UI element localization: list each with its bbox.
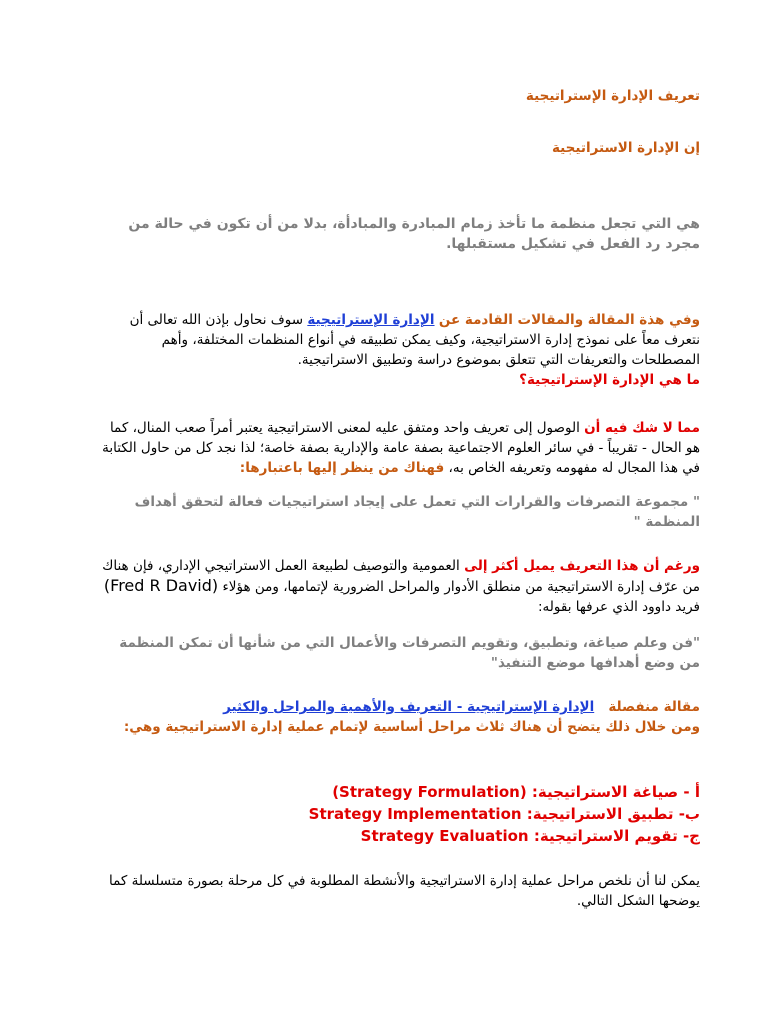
- heading-strategic-management: إن الإدارة الاستراتيجية: [551, 140, 700, 156]
- stage-implementation: [100, 803, 700, 825]
- related-article: [100, 697, 700, 717]
- intro-text: سوف نحاول بإذن الله تعالى أن نتعرف معاً على نموذج إدارة الاستراتيجية، وكيف يمكن تطبيقه في أنواع المنظمات المختلفة، وأهم المصطلحات والتعريفات التي تتعلق بموضوع دراسة وتطبيق الاستراتيجية.: [129, 312, 700, 368]
- heading-definition: تعريف الإدارة الإستراتيجية: [525, 88, 700, 104]
- quote-definition-1: " مجموعة التصرفات والقرارات التي تعمل على إيجاد استراتيجيات فعالة لتحقق أهداف المنظمة ": [134, 494, 700, 530]
- david-start: ورغم أن هذا التعريف يميل أكثر إلى: [464, 558, 700, 574]
- author-name-ar: فريد داوود الذي عرفها بقوله:: [538, 599, 700, 615]
- stage-evaluation-ar: ج- تقويم الاستراتيجية:: [533, 827, 700, 845]
- definition-paragraph: [100, 418, 700, 478]
- stage-formulation-ar: أ - صياغة الاستراتيجية:: [531, 783, 700, 801]
- related-label: مقالة منفصلة: [608, 699, 700, 715]
- article-body: [100, 86, 700, 911]
- lead-paragraph: هي التي تجعل منظمة ما تأخذ زمام المبادرة والمبادأة، بدلا من أن تكون في حالة من مجرد رد الفعل في تشكيل مستقبلها.: [128, 216, 700, 252]
- related-article-link[interactable]: الإدارة الإستراتيجية - التعريف والأهمية والمراحل والكثير: [223, 699, 595, 715]
- quote-definition-2: "فن وعلم صياغة، وتطبيق، وتقويم التصرفات والأعمال التي من شأنها أن تمكن المنظمة من وضع أهدافها موضع التنفيذ": [119, 635, 700, 671]
- question-heading: ما هي الإدارة الإستراتيجية؟: [519, 372, 700, 388]
- author-name-en: (Fred R David): [103, 576, 219, 595]
- intro-start: وفي هذة المقالة والمقالات القادمة عن: [438, 312, 700, 328]
- stages-intro: ومن خلال ذلك يتضح أن هناك ثلاث مراحل أساسية لإتمام عملية إدارة الاستراتيجية وهي:: [123, 719, 700, 735]
- stage-evaluation: [100, 825, 700, 847]
- stage-implementation-en: Strategy Implementation: [308, 805, 522, 823]
- david-text: العمومية والتوصيف لطبيعة العمل الاستراتيجي الإداري، فإن هناك من عرّف إدارة الاستراتيجية من منطلق الأدوار والمراحل الضرورية لإتمامها، ومن هؤلاء: [102, 558, 700, 595]
- stage-evaluation-en: Strategy Evaluation: [360, 827, 529, 845]
- summary-paragraph: يمكن لنا أن نلخص مراحل عملية إدارة الاستراتيجية والأنشطة المطلوبة في كل مرحلة بصورة متسلسلة كما يوضحها الشكل التالي.: [108, 873, 700, 909]
- stages-list: [100, 781, 700, 847]
- stage-formulation-en: (Strategy Formulation): [332, 783, 527, 801]
- definition-end: فهناك من ينظر إليها باعتبارها:: [239, 460, 445, 476]
- david-paragraph: [100, 556, 700, 617]
- stage-implementation-ar: ب- تطبيق الاستراتيجية:: [526, 805, 700, 823]
- definition-start: مما لا شك فيه أن: [584, 420, 700, 436]
- strategic-management-link[interactable]: الإدارة الإستراتيجية: [307, 312, 435, 328]
- definition-text: الوصول إلى تعريف واحد ومتفق عليه لمعنى الاستراتيجية يعتبر أمراً صعب المنال، كما هو الحال - تقريباً - في سائر العلوم الاجتماعية بصفة عامة والإدارية بصفة خاصة؛ لذا نجد كل من حاول الكتابة في هذا المجال له مفهومه وتعريفه الخاص به،: [102, 420, 700, 476]
- stage-formulation: [100, 781, 700, 803]
- intro-paragraph: [100, 310, 700, 370]
